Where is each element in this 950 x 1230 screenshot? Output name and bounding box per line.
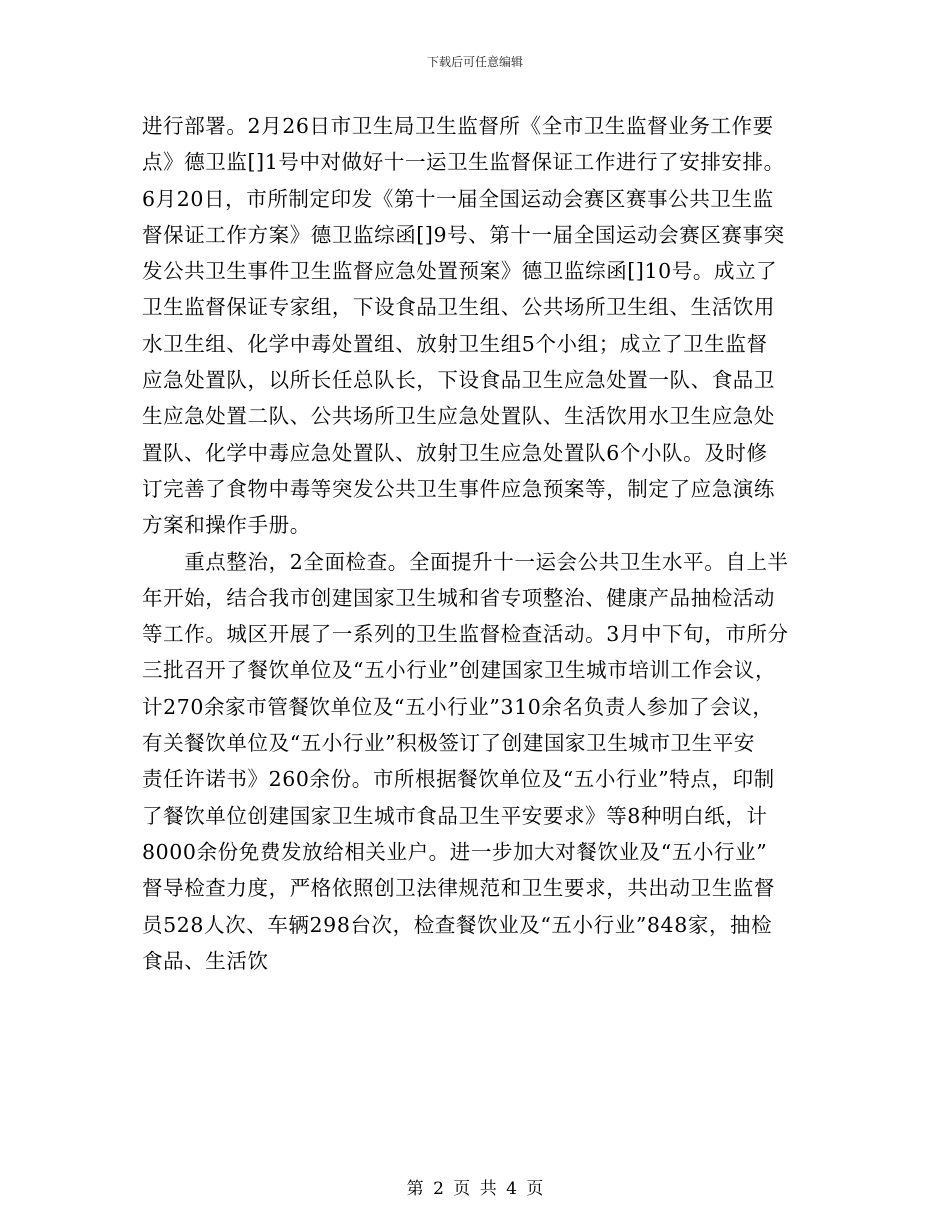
body-line: 卫生监督保证专家组，下设食品卫生组、公共场所卫生组、生活饮用 — [142, 295, 775, 320]
body-line: 重点整治，2全面检查。全面提升十一运会公共卫生水平。自上半 — [142, 549, 789, 574]
body-line: 6月20日，市所制定印发《第十一届全国运动会赛区赛事公共卫生监 — [142, 186, 774, 211]
body-line: 员528人次、车辆298台次，检查餐饮业及“五小行业”848家，抽检 — [142, 912, 773, 937]
body-line: 计270余家市管餐饮单位及“五小行业”310余名负责人参加了会议， — [142, 694, 774, 719]
body-line: 订完善了食物中毒等突发公共卫生事件应急预案等，制定了应急演练 — [142, 476, 775, 501]
body-line: 生应急处置二队、公共场所卫生应急处置队、生活饮用水卫生应急处 — [142, 404, 775, 429]
body-line: 年开始，结合我市创建国家卫生城和省专项整治、健康产品抽检活动 — [142, 585, 775, 610]
body-line: 方案和操作手册。 — [142, 513, 311, 538]
body-line: 发公共卫生事件卫生监督应急处置预案》德卫监综函[]10号。成立了 — [142, 259, 778, 284]
body-line: 责任许诺书》260余份。市所根据餐饮单位及“五小行业”特点，印制 — [142, 767, 775, 792]
body-line: 有关餐饮单位及“五小行业”积极签订了创建国家卫生城市卫生平安 — [142, 731, 755, 756]
body-line: 督保证工作方案》德卫监综函[]9号、第十一届全国运动会赛区赛事突 — [142, 222, 785, 247]
body-line: 水卫生组、化学中毒处置组、放射卫生组5个小组；成立了卫生监督 — [142, 331, 768, 356]
body-line: 置队、化学中毒应急处置队、放射卫生应急处置队6个小队。及时修 — [142, 440, 768, 465]
page-number: 第 2 页 共 4 页 — [406, 1179, 544, 1199]
page-header-note: 下载后可任意编辑 — [426, 55, 523, 69]
body-line: 进行部署。2月26日市卫生局卫生监督所《全市卫生监督业务工作要 — [142, 114, 774, 138]
body-line: 三批召开了餐饮单位及“五小行业”创建国家卫生城市培训工作会议， — [142, 658, 777, 683]
body-line: 应急处置队，以所长任总队长，下设食品卫生应急处置一队、食品卫 — [142, 368, 775, 393]
document-body — [142, 108, 808, 979]
body-line: 点》德卫监[]1号中对做好十一运卫生监督保证工作进行了安排安排。 — [142, 150, 785, 175]
body-line: 食品、生活饮 — [142, 948, 269, 973]
body-line: 了餐饮单位创建国家卫生城市食品卫生平安要求》等8种明白纸，计 — [142, 803, 768, 828]
body-line: 督导检查力度，严格依照创卫法律规范和卫生要求，共出动卫生监督 — [142, 876, 775, 901]
body-line: 8000余份免费发放给相关业户。进一步加大对餐饮业及“五小行业” — [142, 839, 768, 864]
body-line: 等工作。城区开展了一系列的卫生监督检查活动。3月中下旬，市所分 — [142, 622, 789, 647]
